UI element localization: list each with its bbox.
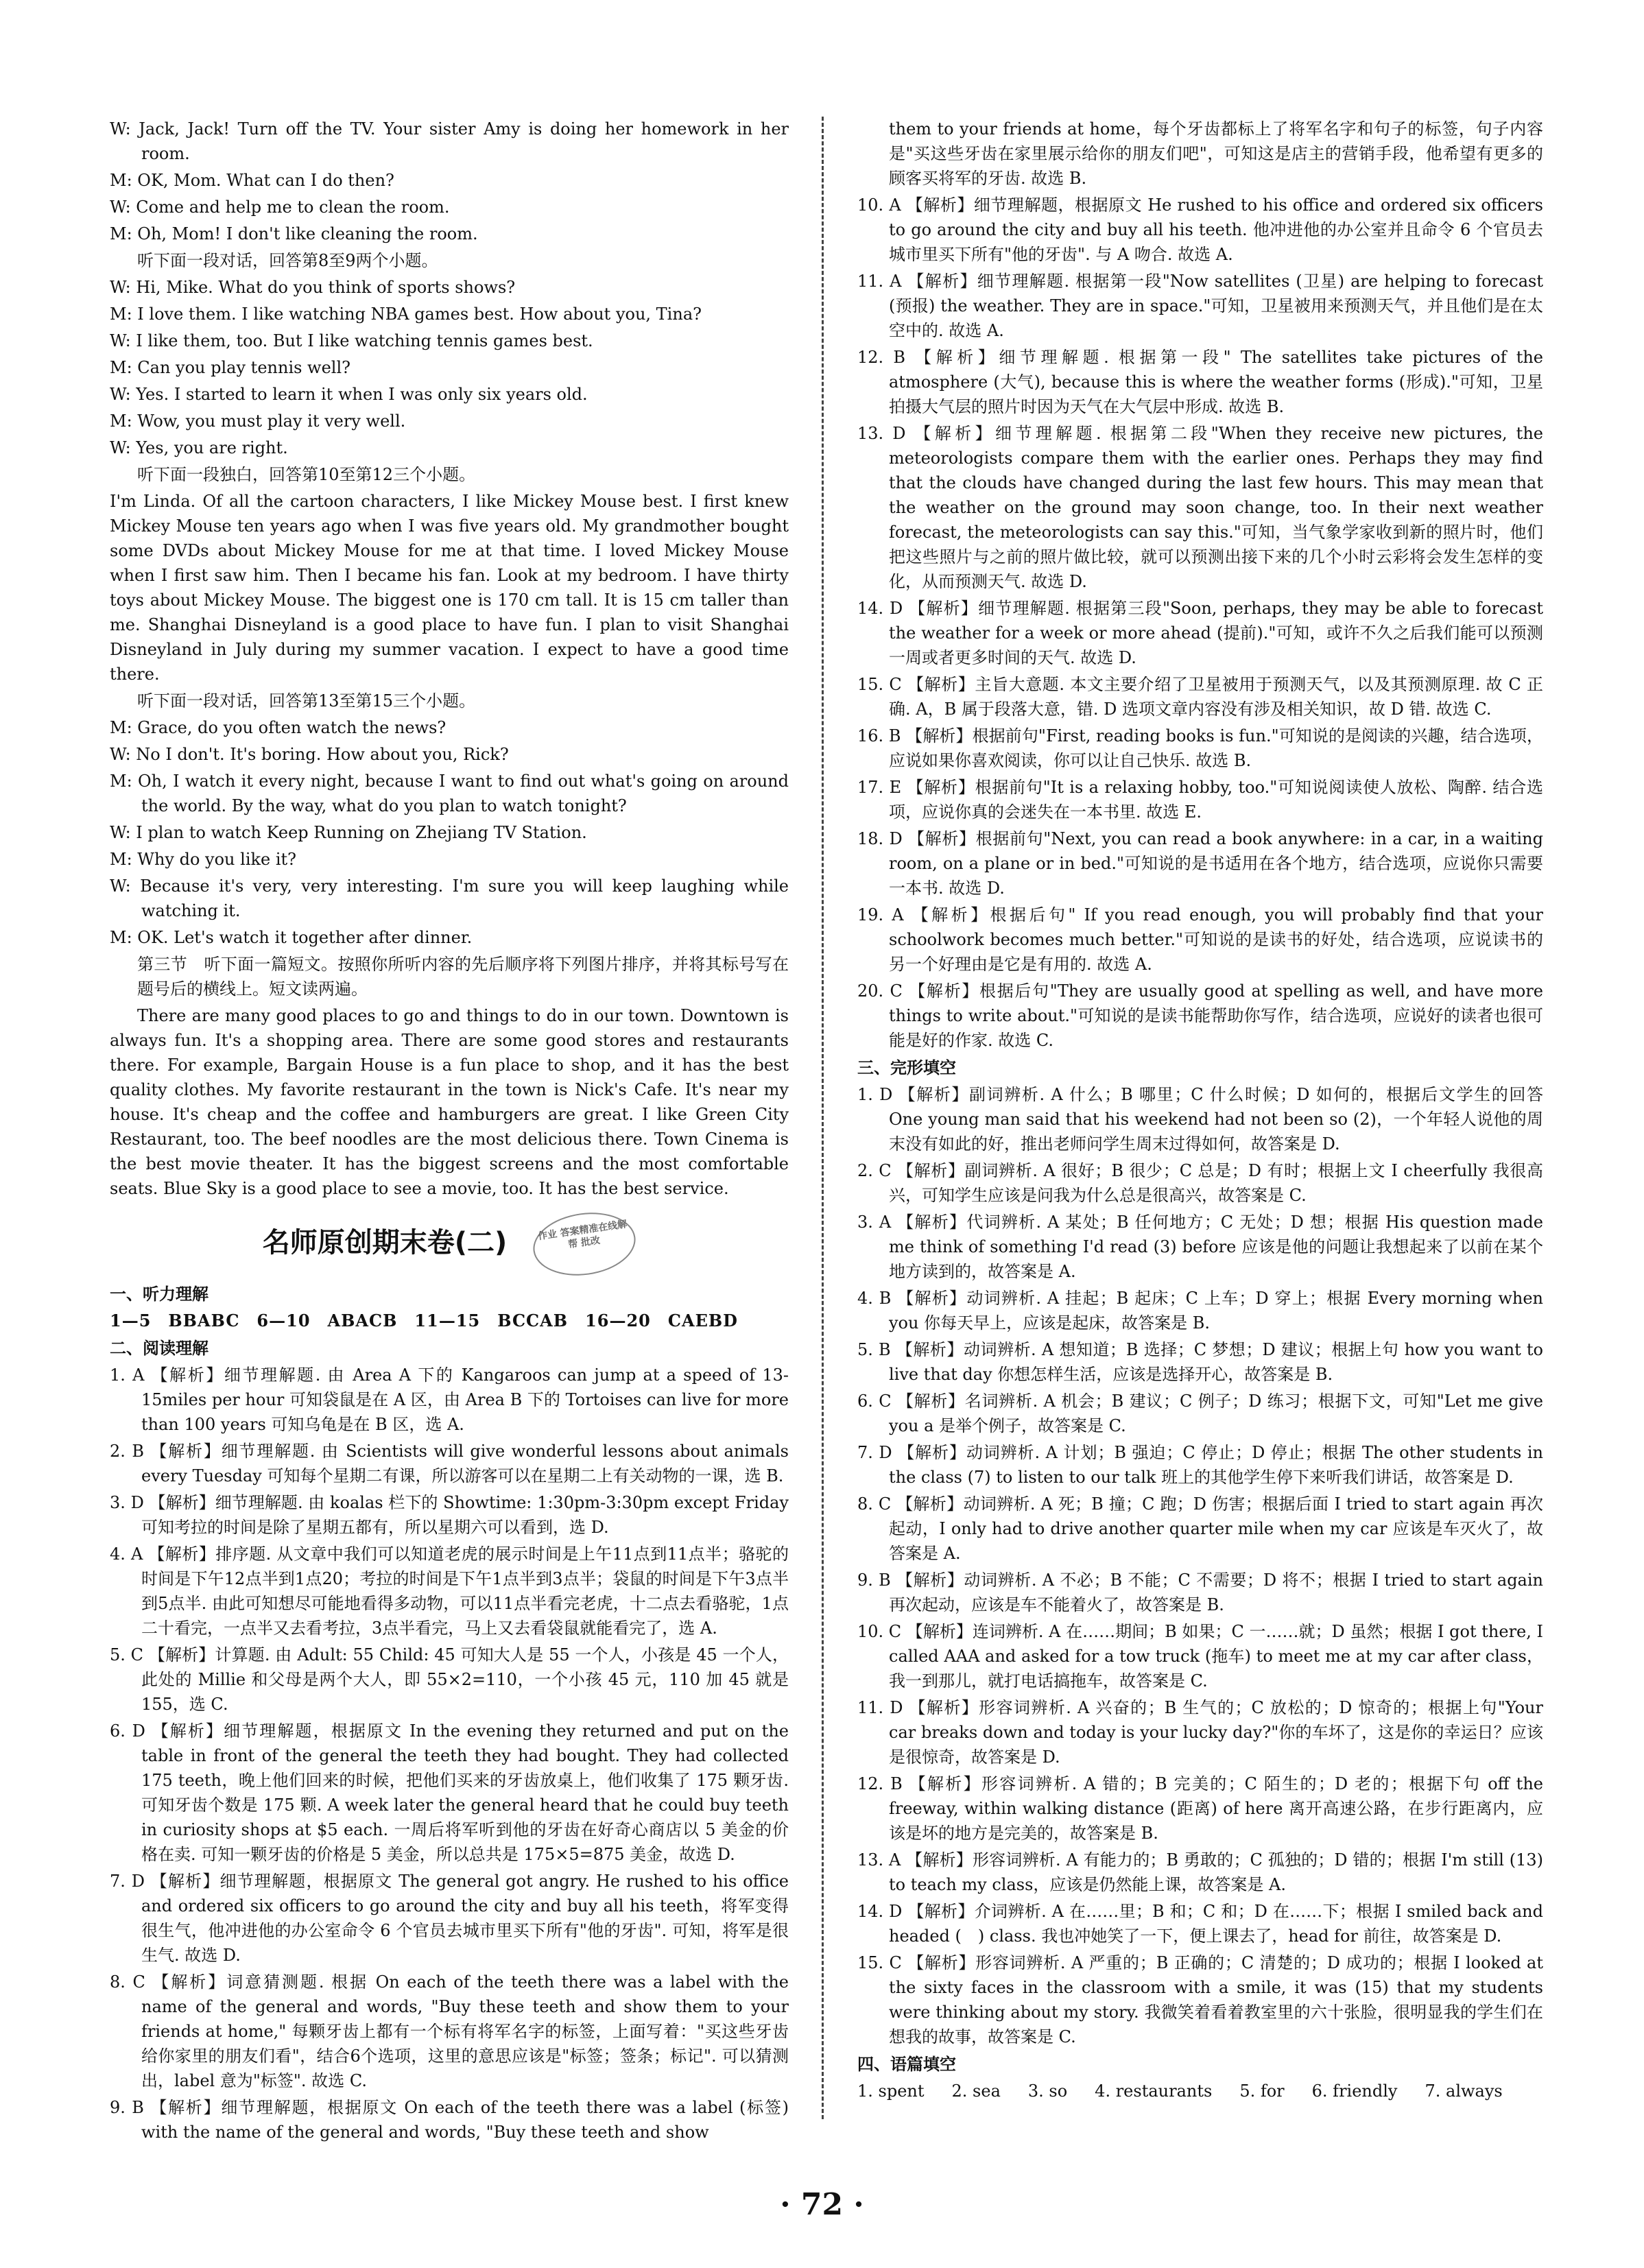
answer-item: 4. A 【解析】排序题. 从文章中我们可以知道老虎的展示时间是上午11点到11点半；骆驼的时间是下午12点半到1点20；考拉的时间是下午1点半到3点半；袋鼠的时间是下午3点半到5点半. 由此可知想尽可能地看得多动物，可以11点半看完老虎，十二点去看骆驼，1点二十看完，一点半又去看考拉，3点半看完，马上又去看袋鼠就能看完了，选 A. xyxy=(110,1544,789,1638)
listening-intro: 听下面一段独白，回答第10至第12三个小题。 xyxy=(137,465,476,484)
exam-title-text: 名师原创期末卷(二) xyxy=(262,1227,508,1258)
answer-item: 9. B 【解析】细节理解题，根据原文 On each of the teeth there was a label (标签) with the name of the general and words, "Buy these teeth and show xyxy=(110,2098,789,2142)
right-column xyxy=(857,117,1543,2123)
answer-item: 13. A 【解析】形容词辨析. A 有能力的；B 勇敢的；C 孤独的；D 错的；根据 I'm still (13) to teach my class，应该是仍然能上课，故答案是 A. xyxy=(857,1850,1543,1894)
answer-item: 3. D 【解析】细节理解题. 由 koalas 栏下的 Showtime: 1:30pm-3:30pm except Friday 可知考拉的时间是除了星期五都有，所以星期六可以看到，选 D. xyxy=(110,1493,789,1537)
dialogue-line: W: No I don't. It's boring. How about you, Rick? xyxy=(110,745,509,764)
answer-item: 15. C 【解析】形容词辨析. A 严重的；B 正确的；C 清楚的；D 成功的；根据 I looked at the sixty faces in the classroom with a smile, it was (15) that my students were thinking about my story. 我微笑着看着教室里的六十张脸，很明显我的学生们在想我的故事，故答案是 C. xyxy=(857,1953,1543,2046)
homework-stamp-logo xyxy=(533,1213,636,1275)
fill-answer: 2. sea xyxy=(951,2081,1001,2101)
section3-intro: 第三节 听下面一篇短文。按照你所听内容的先后顺序将下列图片排序，并将其标号写在题号后的横线上。短文读两遍。 xyxy=(137,955,789,999)
exam-title xyxy=(110,1213,789,1275)
fill-answer: 6. friendly xyxy=(1311,2081,1398,2101)
dialogue-line: W: I plan to watch Keep Running on Zhejiang TV Station. xyxy=(110,823,587,842)
answer-item: 7. D 【解析】动词辨析. A 计划；B 强迫；C 停止；D 停止；根据 The other students in the class (7) to listen to our talk 班上的其他学生停下来听我们讲话，故答案是 D. xyxy=(857,1443,1543,1487)
answer-item: 2. C 【解析】副词辨析. A 很好；B 很少；C 总是；D 有时；根据上文 I cheerfully 我很高兴，可知学生应该是问我为什么总是很高兴，故答案是 C. xyxy=(857,1161,1543,1205)
answer-item: 13. D 【解析】细节理解题. 根据第二段"When they receive new pictures, the meteorologists compare them with the earlier ones. Perhaps they may find that the clouds have changed during the last few hours. This may mean that the weather on the ground may soon change, too. In their next weather forecast, the meteorologists can say this."可知，当气象学家收到新的照片时，他们把这些照片与之前的照片做比较，就可以预测出接下来的几个小时云彩将会发生怎样的变化，从而预测天气. 故选 D. xyxy=(857,424,1543,591)
answer-item: 10. C 【解析】连词辨析. A 在……期间；B 如果；C 一……就；D 虽然；根据 I got there, I called AAA and asked for a tow truck (拖车) to meet me at my car after class，我一到那儿，就打电话搞拖车，故答案是 C. xyxy=(857,1622,1543,1691)
fill-answer: 7. always xyxy=(1425,2081,1503,2101)
answer-item: 11. A 【解析】细节理解题. 根据第一段"Now satellites (卫星) are helping to forecast (预报) the weather. They are in space."可知，卫星被用来预测天气，并且他们是在太空中的. 故选 A. xyxy=(857,272,1543,340)
answer-item: 6. D 【解析】细节理解题，根据原文 In the evening they returned and put on the table in front of the general the teeth they had bought. They had collected 175 teeth，晚上他们回来的时候，把他们买来的牙齿放桌上，他们收集了 175 颗牙齿. 可知牙齿个数是 175 颗. A week later the general heard that he could buy teeth in curiosity shops at $5 each. 一周后将军听到他的牙齿在好奇心商店以 5 美金的价格在卖. 可知一颗牙齿的价格是 5 美金，所以总共是 175×5=875 美金，故选 D. xyxy=(110,1721,789,1864)
dialogue-line: M: Wow, you must play it very well. xyxy=(110,411,406,431)
left-column xyxy=(110,117,789,2142)
fill-answer: 5. for xyxy=(1239,2081,1285,2101)
answer-item: 14. D 【解析】细节理解题. 根据第三段"Soon, perhaps, they may be able to forecast the weather for a week or more ahead (提前)."可知，或许不久之后我们能可以预测一周或者更多时间的天气. 故选 D. xyxy=(857,599,1543,667)
dialogue-line: W: Because it's very, very interesting. I'm sure you will keep laughing while watching it. xyxy=(110,876,789,920)
answer-item: 15. C 【解析】主旨大意题. 本文主要介绍了卫星被用于预测天气，以及其预测原理. 故 C 正确. A，B 属于段落大意，错. D 选项文章内容没有涉及相关知识，故 D 错. 故选 C. xyxy=(857,675,1543,719)
answer-continuation: them to your friends at home，每个牙齿都标上了将军名字和句子的标签，句子内容是"买这些牙齿在家里展示给你的朋友们吧"，可知这是店主的营销手段，他希望有更多的顾客买将军的牙齿. 故选 B. xyxy=(889,119,1543,188)
passage-text: There are many good places to go and things to do in our town. Downtown is always fun. It's a shopping area. There are some good stores and restaurants there. For example, Bargain House is a fun place to shop, and it has the best quality clothes. My favorite restaurant in the town is Nick's Cafe. It's near my house. It's cheap and the coffee and hamburgers are great. I like Green City Restaurant, too. The beef noodles are the most delicious there. Town Cinema is the best movie theater. It has the biggest screens and the most comfortable seats. Blue Sky is a good place to see a movie, too. It has the best service. xyxy=(110,1006,789,1198)
answer-item: 1. A 【解析】细节理解题. 由 Area A 下的 Kangaroos can jump at a speed of 13-15miles per hour 可知袋鼠是在 A 区，由 Area B 下的 Tortoises can live for more than 100 years 可知乌龟是在 B 区，选 A. xyxy=(110,1365,789,1434)
dialogue-line: M: OK. Let's watch it together after dinner. xyxy=(110,928,473,947)
dialogue-line: M: Can you play tennis well? xyxy=(110,358,351,377)
answer-item: 4. B 【解析】动词辨析. A 挂起；B 起床；C 上车；D 穿上；根据 Every morning when you 你每天早上，应该是起床，故答案是 B. xyxy=(857,1289,1543,1333)
fill-answer: 3. so xyxy=(1027,2081,1068,2101)
fill-answer: 4. restaurants xyxy=(1095,2081,1213,2101)
answer-item: 16. B 【解析】根据前句"First, reading books is fun."可知说的是阅读的兴趣，结合选项，应说如果你喜欢阅读，你可以让自己快乐. 故选 B. xyxy=(857,726,1543,770)
dialogue-line: W: I like them, too. But I like watching tennis games best. xyxy=(110,331,593,350)
section-header: 一、听力理解 xyxy=(110,1284,209,1304)
dialogue-line: W: Yes. I started to learn it when I was only six years old. xyxy=(110,385,588,404)
page-number: · 72 · xyxy=(780,2187,864,2222)
dialogue-line: W: Come and help me to clean the room. xyxy=(110,198,450,217)
answer-item: 12. B 【解析】形容词辨析. A 错的；B 完美的；C 陌生的；D 老的；根据下句 off the freeway, within walking distance (距离) of here 离开高速公路，在步行距离内，应该是坏的地方是完美的，故答案是 B. xyxy=(857,1774,1543,1843)
answer-item: 7. D 【解析】细节理解题，根据原文 The general got angry. He rushed to his office and ordered six officers to go around the city and buy all his teeth，将军变得很生气，他冲进他的办公室命令 6 个官员去城市里买下所有"他的牙齿". 可知，将军是很生气. 故选 D. xyxy=(110,1872,789,1965)
answer-item: 9. B 【解析】动词辨析. A 不必；B 不能；C 不需要；D 将不；根据 I tried to start again 再次起动，应该是车不能着火了，故答案是 B. xyxy=(857,1571,1543,1614)
answer-item: 19. A 【解析】根据后句" If you read enough, you will probably find that your schoolwork becomes much better."可知说的是读书的好处，结合选项，应说读书的另一个好理由是它是有用的. 故选 A. xyxy=(857,905,1543,974)
answer-item: 5. C 【解析】计算题. 由 Adult: 55 Child: 45 可知大人是 55 一个人，小孩是 45 一个人，此处的 Millie 和父母是两个大人，即 55×2=110，一个小孩 45 元，110 加 45 就是 155，选 C. xyxy=(110,1645,789,1714)
column-divider xyxy=(822,117,824,2119)
answer-item: 8. C 【解析】动词辨析. A 死；B 撞；C 跑；D 伤害；根据后面 I tried to start again 再次起动，I only had to drive another quarter mile when my car 应该是车灭火了，故答案是 A. xyxy=(857,1494,1543,1563)
answer-item: 6. C 【解析】名词辨析. A 机会；B 建议；C 例子；D 练习；根据下文，可知"Let me give you a 是举个例子，故答案是 C. xyxy=(857,1392,1543,1435)
section-header: 三、完形填空 xyxy=(857,1058,956,1077)
answer-item: 14. D 【解析】介词辨析. A 在……里；B 和；C 和；D 在……下；根据 I smiled back and headed ( ) class. 我也冲她笑了一下，便上课去了，head for 前往，故答案是 D. xyxy=(857,1902,1543,1946)
dialogue-line: W: Yes, you are right. xyxy=(110,438,288,457)
answer-item: 10. A 【解析】细节理解题，根据原文 He rushed to his office and ordered six officers to go around the city and buy all his teeth. 他冲进他的办公室并且命令 6 个官员去城市里买下所有"他的牙齿". 与 A 吻合. 故选 A. xyxy=(857,195,1543,264)
dialogue-line: M: Oh, I watch it every night, because I want to find out what's going on around the world. By the way, what do you plan to watch tonight? xyxy=(110,772,789,815)
grammar-answers xyxy=(857,2079,1543,2103)
listening-answers: 1—5 BBABC 6—10 ABACB 11—15 BCCAB 16—20 CAEBD xyxy=(110,1311,738,1330)
answer-item: 11. D 【解析】形容词辨析. A 兴奋的；B 生气的；C 放松的；D 惊奇的；根据上句"Your car breaks down and today is your lucky day?"你的车坏了，这是你的幸运日？应该是很惊奇，故答案是 D. xyxy=(857,1698,1543,1767)
dialogue-line: M: Why do you like it? xyxy=(110,850,297,869)
dialogue-line: W: Hi, Mike. What do you think of sports shows? xyxy=(110,278,516,297)
fill-answer: 1. spent xyxy=(857,2081,925,2101)
answer-item: 2. B 【解析】细节理解题. 由 Scientists will give wonderful lessons about animals every Tuesday 可知每个星期二有课，所以游客可以在星期二上有关动物的一课，选 B. xyxy=(110,1442,789,1485)
answer-item: 8. C 【解析】词意猜测题. 根据 On each of the teeth there was a label with the name of the general and words, "Buy these teeth and show them to your friends at home," 每颗牙齿上都有一个标有将军名字的标签，上面写着："买这些牙齿给你家里的朋友们看"，结合6个选项，这里的意思应该是"标签；签条；标记". 可以猜测出，label 意为"标签". 故选 C. xyxy=(110,1972,789,2090)
dialogue-line: M: OK, Mom. What can I do then? xyxy=(110,171,394,190)
monologue-text: I'm Linda. Of all the cartoon characters, I like Mickey Mouse best. I first knew Mickey Mouse ten years ago when I was five years old. My grandmother bought some DVDs about Mickey Mouse for me at that time. I loved Mickey Mouse when I first saw him. Then I became his fan. Look at my bedroom. I have thirty toys about Mickey Mouse. The biggest one is 170 cm tall. It is 15 cm taller than me. Shanghai Disneyland is a good place to have fun. I plan to visit Shanghai Disneyland in July during my summer vacation. I expect to have a good time there. xyxy=(110,492,789,684)
answer-item: 3. A 【解析】代词辨析. A 某处；B 任何地方；C 无处；D 想；根据 His question made me think of something I'd read (3) before 应该是他的问题让我想起来了以前在某个地方读到的，故答案是 A. xyxy=(857,1213,1543,1281)
dialogue-line: W: Jack, Jack! Turn off the TV. Your sister Amy is doing her homework in her room. xyxy=(110,119,789,163)
answer-item: 12. B 【解析】细节理解题. 根据第一段" The satellites take pictures of the atmosphere (大气), because this is where the weather forms (形成)."可知，卫星拍摄大气层的照片时因为天气在大气层中形成. 故选 B. xyxy=(857,348,1543,416)
answer-item: 17. E 【解析】根据前句"It is a relaxing hobby, too."可知说阅读使人放松、陶醉. 结合选项，应说你真的会迷失在一本书里. 故选 E. xyxy=(857,778,1543,822)
section-header: 四、语篇填空 xyxy=(857,2054,956,2074)
dialogue-line: M: Oh, Mom! I don't like cleaning the room. xyxy=(110,224,478,243)
answer-item: 20. C 【解析】根据后句"They are usually good at spelling as well, and have more things to write about."可知说的是读书能帮助你写作，结合选项，应说好的读者也很可能是好的作家. 故选 C. xyxy=(857,981,1543,1050)
section-header: 二、阅读理解 xyxy=(110,1338,209,1358)
answer-item: 1. D 【解析】副词辨析. A 什么；B 哪里；C 什么时候；D 如何的，根据后文学生的回答 One young man said that his weekend had not been so (2)，一个年轻人说他的周末没有如此的好，推出老师问学生周末过得如何，故答案是 D. xyxy=(857,1085,1543,1154)
stamp-text: 作业 答案精准在线解 帮 批改 xyxy=(529,1206,640,1282)
dialogue-line: M: I love them. I like watching NBA games best. How about you, Tina? xyxy=(110,305,702,324)
answer-item: 5. B 【解析】动词辨析. A 想知道；B 选择；C 梦想；D 建议；根据上句 how you want to live that day 你想怎样生活，应该是选择开心，故答案是 B. xyxy=(857,1340,1543,1384)
dialogue-line: M: Grace, do you often watch the news? xyxy=(110,718,446,737)
answer-item: 18. D 【解析】根据前句"Next, you can read a book anywhere: in a car, in a waiting room, on a plane or in bed."可知说的是书适用在各个地方，结合选项，应说你只需要一本书. 故选 D. xyxy=(857,829,1543,898)
listening-intro: 听下面一段对话，回答第13至第15三个小题。 xyxy=(137,691,476,711)
listening-intro: 听下面一段对话，回答第8至9两个小题。 xyxy=(137,251,438,270)
